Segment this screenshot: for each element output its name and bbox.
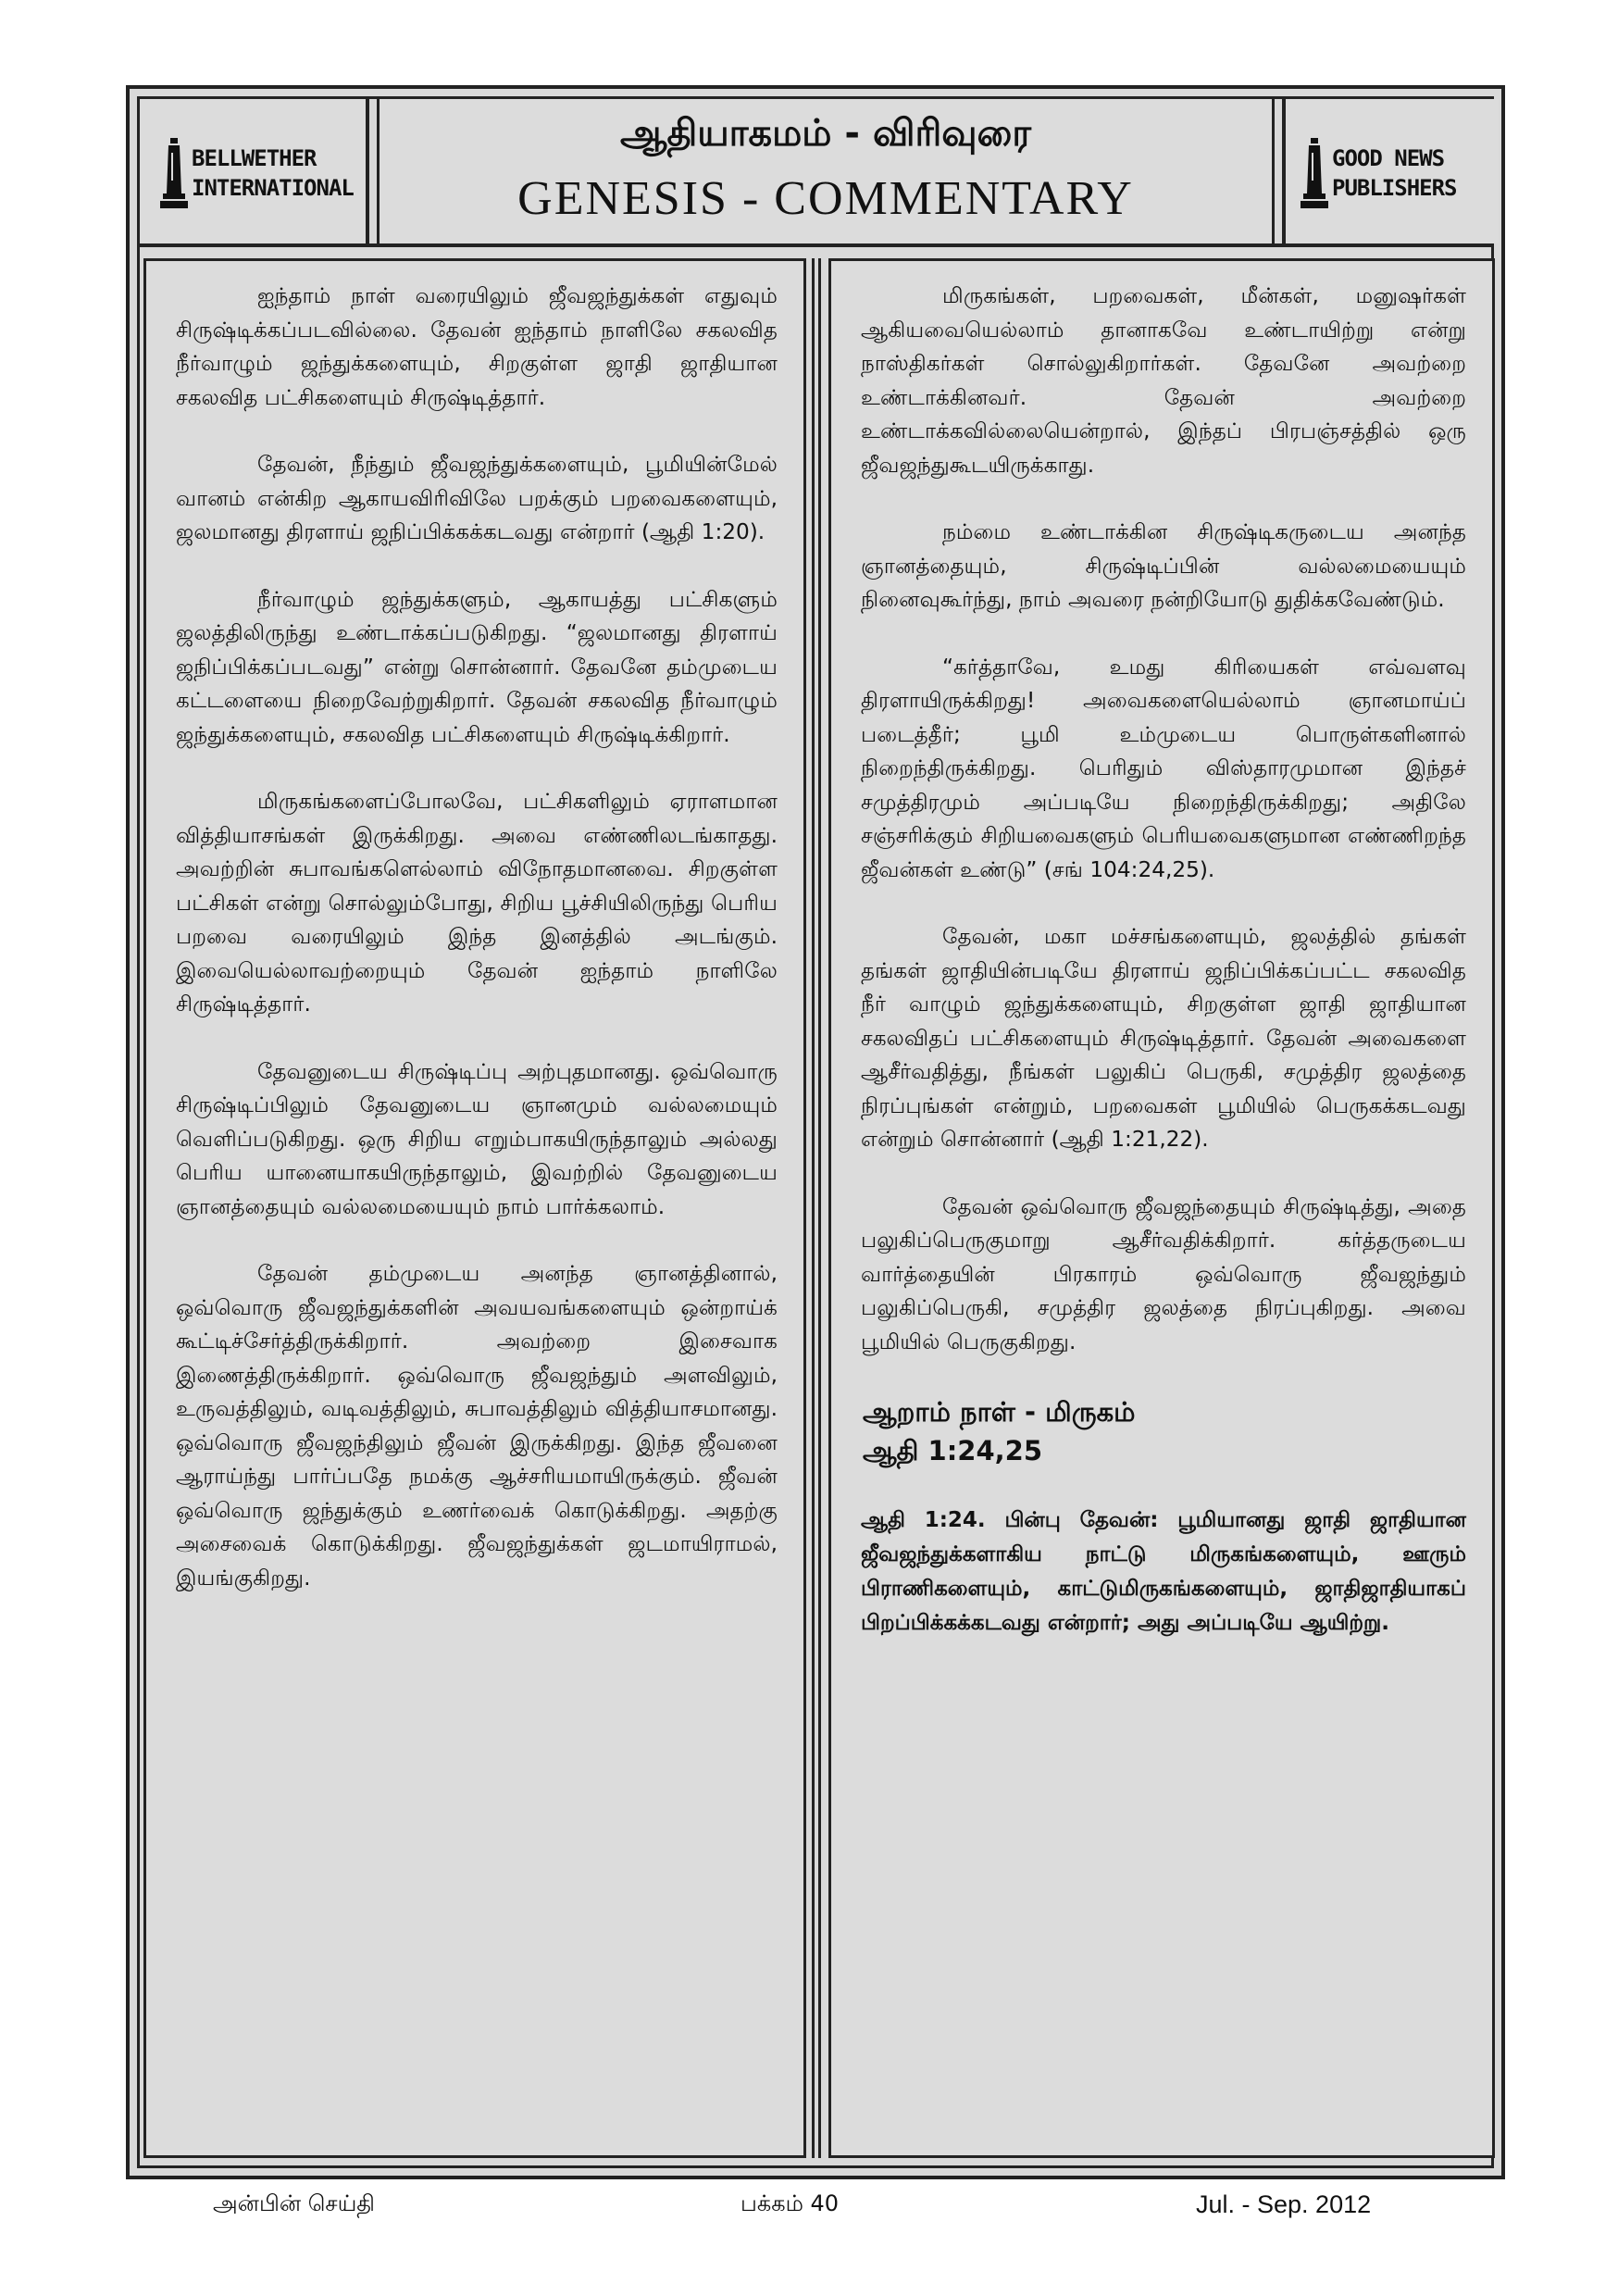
title-cell	[377, 99, 1275, 243]
paragraph: “கர்த்தாவே, உமது கிரியைகள் எவ்வளவு திரளாயிருக்கிறது! அவைகளையெல்லாம் ஞானமாய்ப் படைத்தீர்; பூமி உம்முடைய பொருள்களினால் நிறைந்திருக்கிறது. பெரிதும் விஸ்தாரமுமான இந்தச் சமுத்திரமும் அப்படியே நிறைந்திருக்கிறது; அதிலே சஞ்சரிக்கும் சிறியவைகளும் பெரியவைகளுமான எண்ணிறந்த ஜீவன்கள் உண்டு” (சங் 104:24,25).	[861, 654, 1466, 882]
section-heading-title: ஆறாம் நாள் - மிருகம்	[863, 1396, 1136, 1428]
left-logo-line2: INTERNATIONAL	[192, 175, 354, 201]
left-column	[143, 258, 806, 2158]
paragraph: நீர்வாழும் ஜந்துக்களும், ஆகாயத்து பட்சிகளும் ஜலத்திலிருந்து உண்டாக்கப்படுகிறது. “ஜலமானது திரளாய் ஜநிப்பிக்கப்படவது” என்று சொன்னார். தேவனே தம்முடைய கட்டளையை நிறைவேற்றுகிறார். தேவன் சகலவித நீர்வாழும் ஜந்துக்களையும், சகலவித பட்சிகளையும் சிருஷ்டிக்கிறார்.	[176, 586, 778, 747]
footer-issue-date: Jul. - Sep. 2012	[1196, 2190, 1372, 2218]
page-title-english: GENESIS - COMMENTARY	[517, 172, 1134, 225]
right-column	[828, 258, 1495, 2158]
paragraph: ஐந்தாம் நாள் வரையிலும் ஜீவஜந்துக்கள் எதுவும் சிருஷ்டிக்கப்படவில்லை. தேவன் ஐந்தாம் நாளிலே சகலவித நீர்வாழும் ஜந்துக்களையும், சிறகுள்ள ஜாதி ஜாதியான சகலவித பட்சிகளையும் சிருஷ்டித்தார்.	[176, 283, 778, 410]
page-frame	[126, 85, 1505, 2179]
section-heading-reference: ஆதி 1:24,25	[863, 1435, 1043, 1466]
tower-icon	[1301, 136, 1328, 210]
page-title-tamil: ஆதியாகமம் - விரிவுரை	[619, 112, 1032, 155]
right-logo-cell	[1282, 99, 1499, 243]
paragraph: தேவனுடைய சிருஷ்டிப்பு அற்புதமானது. ஒவ்வொரு சிருஷ்டிப்பிலும் தேவனுடைய ஞானமும் வல்லமையும் வெளிப்படுகிறது. ஒரு சிறிய எறும்பாகயிருந்தாலும் அல்லது பெரிய யானையாகயிருந்தாலும், இவற்றில் தேவனுடைய ஞானத்தையும் வல்லமையையும் நாம் பார்க்கலாம்.	[176, 1058, 778, 1219]
tower-icon	[160, 136, 188, 210]
footer-magazine-name: அன்பின் செய்தி	[213, 2190, 375, 2216]
left-logo-cell	[140, 99, 369, 243]
section-heading	[861, 1392, 1466, 1470]
right-logo-line1: GOOD NEWS	[1332, 145, 1445, 171]
column-divider	[812, 258, 821, 2158]
footer-page-number: பக்கம் 40	[741, 2190, 840, 2216]
page-footer	[0, 2185, 1618, 2222]
right-logo-line2: PUBLISHERS	[1332, 175, 1457, 201]
bellwether-logo	[158, 136, 353, 210]
paragraph: தேவன், மகா மச்சங்களையும், ஜலத்தில் தங்கள் தங்கள் ஜாதியின்படியே திரளாய் ஜநிப்பிக்கப்பட்ட சகலவித நீர் வாழும் ஜந்துக்களையும், சிறகுள்ள ஜாதி ஜாதியான சகலவிதப் பட்சிகளையும் சிருஷ்டித்தார். தேவன் அவைகளை ஆசீர்வதித்து, நீங்கள் பலுகிப் பெருகி, சமுத்திர ஜலத்தை நிரப்புங்கள் என்றும், பறவைகள் பூமியில் பெருகக்கடவது என்றும் சொன்னார் (ஆதி 1:21,22).	[861, 924, 1466, 1152]
left-logo-line1: BELLWETHER	[192, 145, 317, 171]
paragraph: தேவன் தம்முடைய அனந்த ஞானத்தினால், ஒவ்வொரு ஜீவஜந்துக்களின் அவயவங்களையும் ஒன்றாய்க் கூட்டிச்சேர்த்திருக்கிறார். அவற்றை இசைவாக இணைத்திருக்கிறார். ஒவ்வொரு ஜீவஜந்தும் அளவிலும், உருவத்திலும், வடிவத்திலும், சுபாவத்திலும் வித்தியாசமானது. ஒவ்வொரு ஜீவஜந்திலும் ஜீவன் இருக்கிறது. இந்த ஜீவனை ஆராய்ந்து பார்ப்பதே நமக்கு ஆச்சரியமாயிருக்கும். ஜீவன் ஒவ்வொரு ஜந்துக்கும் உணர்வைக் கொடுக்கிறது. அதற்கு அசைவைக் கொடுக்கிறது. ஜீவஜந்துக்கள் ஜடமாயிராமல், இயங்குகிறது.	[176, 1261, 778, 1591]
scripture-verse: ஆதி 1:24. பின்பு தேவன்: பூமியானது ஜாதி ஜாதியான ஜீவஜந்துக்களாகிய நாட்டு மிருகங்களையும், ஊரும் பிராணிகளையும், காட்டுமிருகங்களையும், ஜாதிஜாதியாகப் பிறப்பிக்கக்கடவது என்றார்; அது அப்படியே ஆயிற்று.	[861, 1508, 1466, 1635]
paragraph: நம்மை உண்டாக்கின சிருஷ்டிகருடைய அனந்த ஞானத்தையும், சிருஷ்டிப்பின் வல்லமையையும் நினைவுகூர்ந்து, நாம் அவரை நன்றியோடு துதிக்கவேண்டும்.	[861, 519, 1466, 612]
paragraph: மிருகங்களைப்போலவே, பட்சிகளிலும் ஏராளமான வித்தியாசங்கள் இருக்கிறது. அவை எண்ணிலடங்காதது. அவற்றின் சுபாவங்களெல்லாம் விநோதமானவை. சிறகுள்ள பட்சிகள் என்று சொல்லும்போது, சிறிய பூச்சியிலிருந்து பெரிய பறவை வரையிலும் இந்த இனத்தில் அடங்கும். இவையெல்லாவற்றையும் தேவன் ஐந்தாம் நாளிலே சிருஷ்டித்தார்.	[176, 789, 778, 1017]
good-news-logo	[1299, 136, 1493, 210]
masthead	[140, 99, 1491, 247]
paragraph: தேவன், நீந்தும் ஜீவஜந்துக்களையும், பூமியின்மேல் வானம் என்கிற ஆகாயவிரிவிலே பறக்கும் பறவைகளையும், ஜலமானது திரளாய் ஜநிப்பிக்கக்கடவது என்றார் (ஆதி 1:20).	[176, 452, 778, 544]
paragraph: தேவன் ஒவ்வொரு ஜீவஜந்தையும் சிருஷ்டித்து, அதை பலுகிப்பெருகுமாறு ஆசீர்வதிக்கிறார். கர்த்தருடைய வார்த்தையின் பிரகாரம் ஒவ்வொரு ஜீவஜந்தும் பலுகிப்பெருகி, சமுத்திர ஜலத்தை நிரப்புகிறது. அவை பூமியில் பெருகுகிறது.	[861, 1193, 1466, 1354]
page-frame-inner	[137, 96, 1494, 2168]
paragraph: மிருகங்கள், பறவைகள், மீன்கள், மனுஷர்கள் ஆகியவையெல்லாம் தானாகவே உண்டாயிற்று என்று நாஸ்திகர்கள் சொல்லுகிறார்கள். தேவனே அவற்றை உண்டாக்கினவர். தேவன் அவற்றை உண்டாக்கவில்லையென்றால், இந்தப் பிரபஞ்சத்தில் ஒரு ஜீவஜந்துகூடயிருக்காது.	[861, 283, 1466, 478]
